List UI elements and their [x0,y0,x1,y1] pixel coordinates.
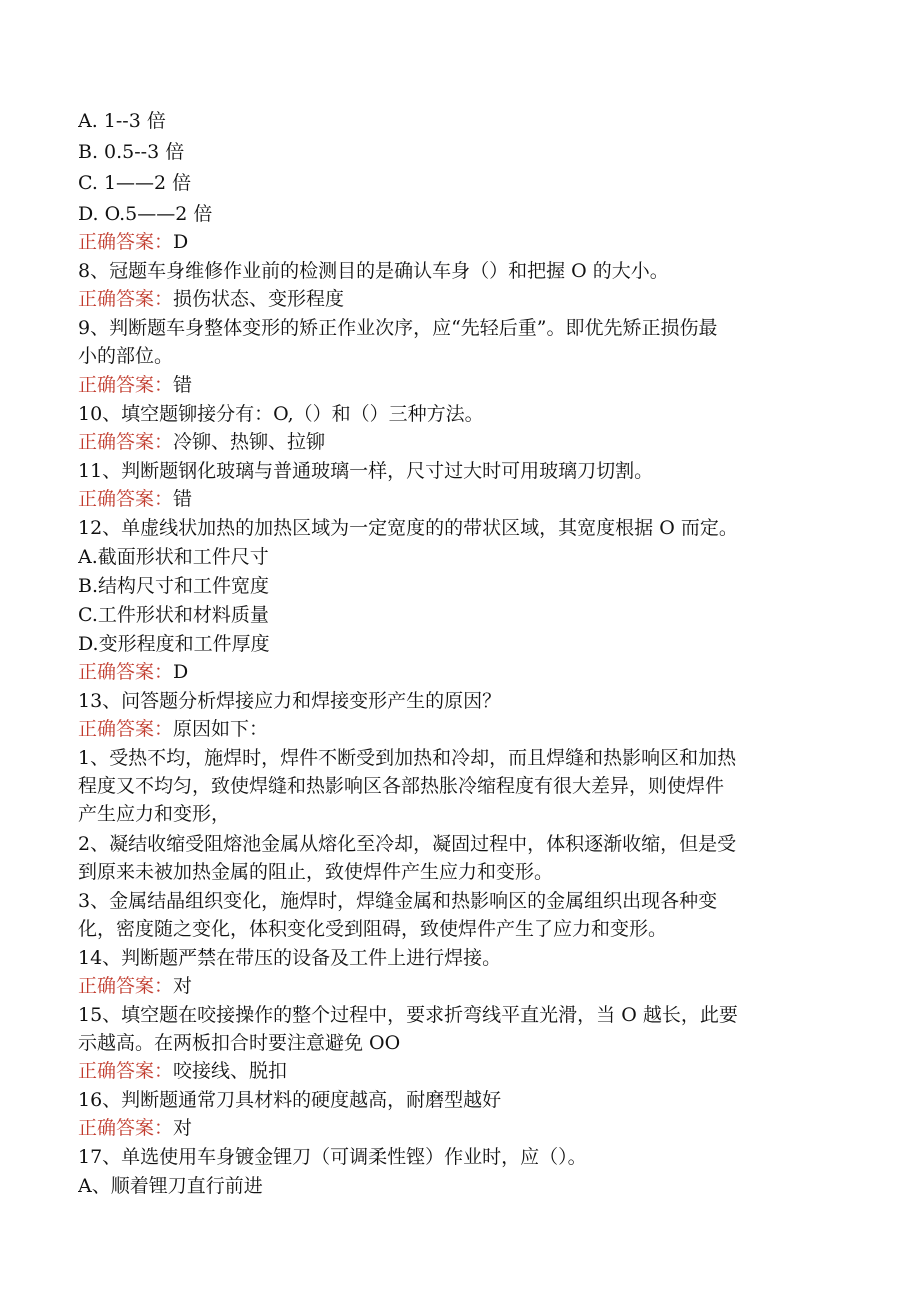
answer-value: 错 [173,488,193,510]
option-b: B.结构尺寸和工件宽度 [78,575,270,597]
option-a: A.截面形状和工件尺寸 [78,546,269,568]
answer-line [78,715,826,743]
answer-label: 正确答案： [78,288,174,310]
answer-paragraph: 化，密度随之变化，体积变化受到阻碍，致使焊件产生了应力和变形。 [78,918,668,940]
question-8: 8、冠题车身维修作业前的检测目的是确认车身（）和把握 O 的大小。 [78,260,669,282]
answer-value: 损伤状态、变形程度 [173,288,345,310]
answer-value: 原因如下： [173,718,269,740]
question-16: 16、判断题通常刀具材料的硬度越高，耐磨型越好 [78,1089,502,1111]
answer-line [78,658,826,686]
answer-paragraph: 到原来未被加热金属的阻止，致使焊件产生应力和变形。 [78,861,554,883]
answer-value: D [173,661,189,683]
answer-line [78,228,826,256]
answer-paragraph: 程度又不均匀，致使焊缝和热影响区各部热胀冷缩程度有很大差异，则使焊件 [78,775,725,797]
answer-line [78,428,826,456]
answer-line [78,485,826,513]
answer-value: 对 [173,1117,193,1139]
question-14: 14、判断题严禁在带压的设备及工件上进行焊接。 [78,947,502,969]
answer-value: 错 [173,374,193,396]
answer-label: 正确答案： [78,661,174,683]
question-17: 17、单选使用车身镀金锂刀（可调柔性铿）作业时，应（）。 [78,1146,587,1168]
answer-value: 冷铆、热铆、拉铆 [173,431,326,453]
question-12: 12、单虚线状加热的加热区域为一定宽度的的带状区域，其宽度根据 O 而定。 [78,517,738,539]
option-d: D.变形程度和工件厚度 [78,633,270,655]
answer-value: 对 [173,975,193,997]
answer-paragraph: 3、金属结晶组织变化，施焊时，焊缝金属和热影响区的金属组织出现各种变 [78,890,718,912]
question-15: 15、填空题在咬接操作的整个过程中，要求折弯线平直光滑，当 O 越长，此要 [78,1004,738,1026]
option-c: C.工件形状和材料质量 [78,604,269,626]
answer-label: 正确答案： [78,718,174,740]
answer-label: 正确答案： [78,1117,174,1139]
question-11: 11、判断题钢化玻璃与普通玻璃一样，尺寸过大时可用玻璃刀切割。 [78,460,654,482]
answer-paragraph: 2、凝结收缩受阻熔池金属从熔化至冷却，凝固过程中，体积逐渐收缩，但是受 [78,833,737,855]
answer-line [78,972,826,1000]
answer-label: 正确答案： [78,374,174,396]
option-a: A、顺着锂刀直行前进 [78,1175,263,1197]
answer-label: 正确答案： [78,231,174,253]
answer-line [78,285,826,313]
answer-line [78,371,826,399]
answer-label: 正确答案： [78,488,174,510]
answer-paragraph: 1、受热不均，施焊时，焊件不断受到加热和冷却，而且焊缝和热影响区和加热 [78,747,737,769]
answer-label: 正确答案： [78,1060,174,1082]
question-15-cont: 示越高。在两板扣合时要注意避免 OO [78,1032,401,1054]
option-b: B. 0.5--3 倍 [78,141,185,163]
option-d: D. O.5——2 倍 [78,203,213,225]
answer-paragraph: 产生应力和变形， [78,803,231,825]
option-c: C. 1——2 倍 [78,172,192,194]
question-9-cont: 小的部位。 [78,345,174,367]
answer-value: D [173,231,189,253]
question-13: 13、问答题分析焊接应力和焊接变形产生的原因？ [78,690,502,712]
answer-value: 咬接线、脱扣 [173,1060,288,1082]
answer-label: 正确答案： [78,431,174,453]
question-10: 10、填空题铆接分有：O,（）和（）三种方法。 [78,403,484,425]
question-9: 9、判断题车身整体变形的矫正作业次序，应“先轻后重”。即优先矫正损伤最 [78,317,718,339]
answer-line [78,1057,826,1085]
option-a: A. 1--3 倍 [78,110,166,132]
answer-label: 正确答案： [78,975,174,997]
answer-line [78,1114,826,1142]
